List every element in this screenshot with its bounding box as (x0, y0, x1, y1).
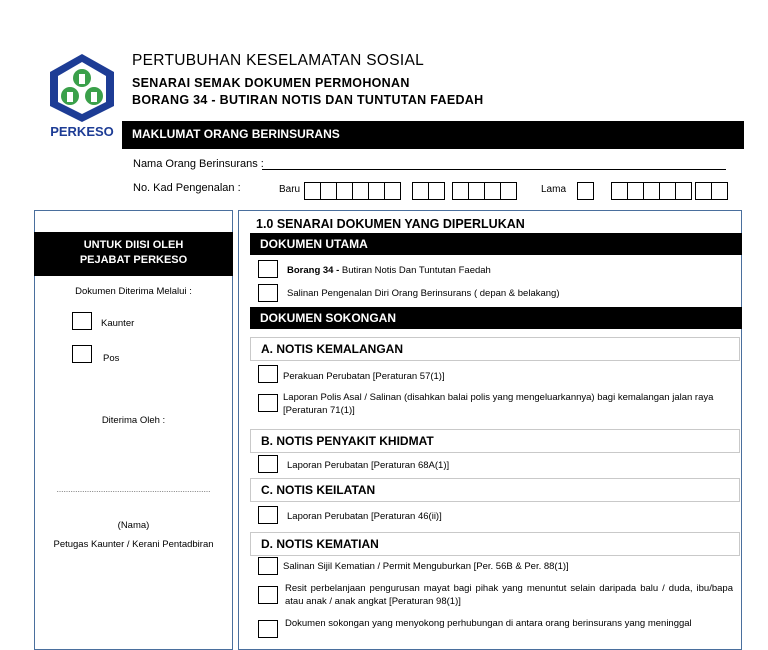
section-c-item-1: Laporan Perubatan [Peraturan 46(ii)] (287, 511, 442, 522)
ic-new-digit[interactable] (484, 182, 501, 200)
office-use-panel (34, 210, 233, 650)
form-34-label: Borang 34 - (287, 265, 340, 276)
main-doc-checkbox-2[interactable] (258, 284, 278, 302)
ic-old-digit[interactable] (659, 182, 676, 200)
section-d-checkbox-3[interactable] (258, 620, 278, 638)
section-c-header: C. NOTIS KEILATAN (250, 478, 740, 502)
main-doc-item-2: Salinan Pengenalan Diri Orang Berinsurans ( depan & belakang) (287, 288, 560, 299)
section-b-checkbox-1[interactable] (258, 455, 278, 473)
section-d-item-2: Resit perbelanjaan pengurusan mayat bagi pihak yang menuntut selain daripada balu / duda, ibu/bapa atau anak / anak angkat [Peraturan 98(1)] (285, 583, 733, 607)
checklist-title: 1.0 SENARAI DOKUMEN YANG DIPERLUKAN (256, 217, 525, 231)
office-use-header (34, 232, 233, 276)
section-d-checkbox-1[interactable] (258, 557, 278, 575)
doc-subtitle-2: BORANG 34 - BUTIRAN NOTIS DAN TUNTUTAN FAEDAH (132, 93, 484, 107)
section-c-checkbox-1[interactable] (258, 506, 278, 524)
section-b-header: B. NOTIS PENYAKIT KHIDMAT (250, 429, 740, 453)
section-a-header: A. NOTIS KEMALANGAN (250, 337, 740, 361)
ic-new-digit[interactable] (452, 182, 469, 200)
name-caption: (Nama) (117, 520, 150, 531)
signature-line[interactable]: ………………………………………………………… (56, 487, 211, 494)
ic-new-label: Baru (279, 184, 301, 195)
main-docs-header: DOKUMEN UTAMA (250, 233, 742, 255)
main-doc-item-1 (287, 264, 491, 277)
ic-new-digit[interactable] (500, 182, 517, 200)
section-a-checkbox-2[interactable] (258, 394, 278, 412)
counter-option-label: Kaunter (101, 318, 135, 329)
section-b-item-1: Laporan Perubatan [Peraturan 68A(1)] (287, 460, 450, 471)
received-by-label: Diterima Oleh : (101, 415, 166, 426)
ic-new-digit[interactable] (320, 182, 337, 200)
form-34-desc: Butiran Notis Dan Tuntutan Faedah (339, 265, 491, 276)
section-a-item-2: Laporan Polis Asal / Salinan (disahkan balai polis yang mengeluarkannya) bagi kemalangan jalan raya [Peraturan 71(1)] (283, 392, 714, 416)
section-d-item-3: Dokumen sokongan yang menyokong perhubungan di antara orang berinsurans yang meninggal (285, 618, 692, 629)
ic-old-digit[interactable] (675, 182, 692, 200)
main-doc-checkbox-1[interactable] (258, 260, 278, 278)
ic-new-digit[interactable] (468, 182, 485, 200)
post-option-label: Pos (103, 353, 120, 364)
office-use-header-line1: UNTUK DIISI OLEH (83, 239, 184, 251)
ic-new-digit[interactable] (304, 182, 321, 200)
ic-old-prefix[interactable] (577, 182, 594, 200)
section-a-checkbox-1[interactable] (258, 365, 278, 383)
doc-subtitle-1: SENARAI SEMAK DOKUMEN PERMOHONAN (132, 76, 410, 90)
ic-new-digit[interactable] (428, 182, 445, 200)
ic-old-digit[interactable] (643, 182, 660, 200)
ic-old-label: Lama (541, 184, 567, 195)
insured-name-field[interactable] (262, 169, 726, 170)
office-use-header-line2: PEJABAT PERKESO (79, 254, 188, 266)
section-a-item-1: Perakuan Perubatan [Peraturan 57(1)] (283, 371, 445, 382)
officer-caption: Petugas Kaunter / Kerani Pentadbiran (53, 539, 214, 550)
section-d-header: D. NOTIS KEMATIAN (250, 532, 740, 556)
ic-new-digit[interactable] (384, 182, 401, 200)
ic-old-digit[interactable] (627, 182, 644, 200)
insured-name-label: Nama Orang Berinsurans : (133, 158, 264, 170)
section-d-item-1: Salinan Sijil Kematian / Permit Menguburkan [Per. 56B & Per. 88(1)] (283, 561, 569, 572)
section-d-checkbox-2[interactable] (258, 586, 278, 604)
received-via-label: Dokumen Diterima Melalui : (75, 286, 192, 297)
ic-new-digit[interactable] (336, 182, 353, 200)
insured-section-header: MAKLUMAT ORANG BERINSURANS (122, 121, 744, 149)
counter-checkbox[interactable] (72, 312, 92, 330)
logo-wordmark: PERKESO (50, 124, 114, 139)
ic-number-label: No. Kad Pengenalan : (133, 182, 241, 194)
supporting-docs-header: DOKUMEN SOKONGAN (250, 307, 742, 329)
ic-old-digit[interactable] (695, 182, 712, 200)
ic-new-digit[interactable] (412, 182, 429, 200)
ic-old-digit[interactable] (711, 182, 728, 200)
ic-old-digit[interactable] (611, 182, 628, 200)
post-checkbox[interactable] (72, 345, 92, 363)
ic-new-digit[interactable] (368, 182, 385, 200)
ic-new-digit[interactable] (352, 182, 369, 200)
org-name: PERTUBUHAN KESELAMATAN SOSIAL (132, 52, 425, 69)
